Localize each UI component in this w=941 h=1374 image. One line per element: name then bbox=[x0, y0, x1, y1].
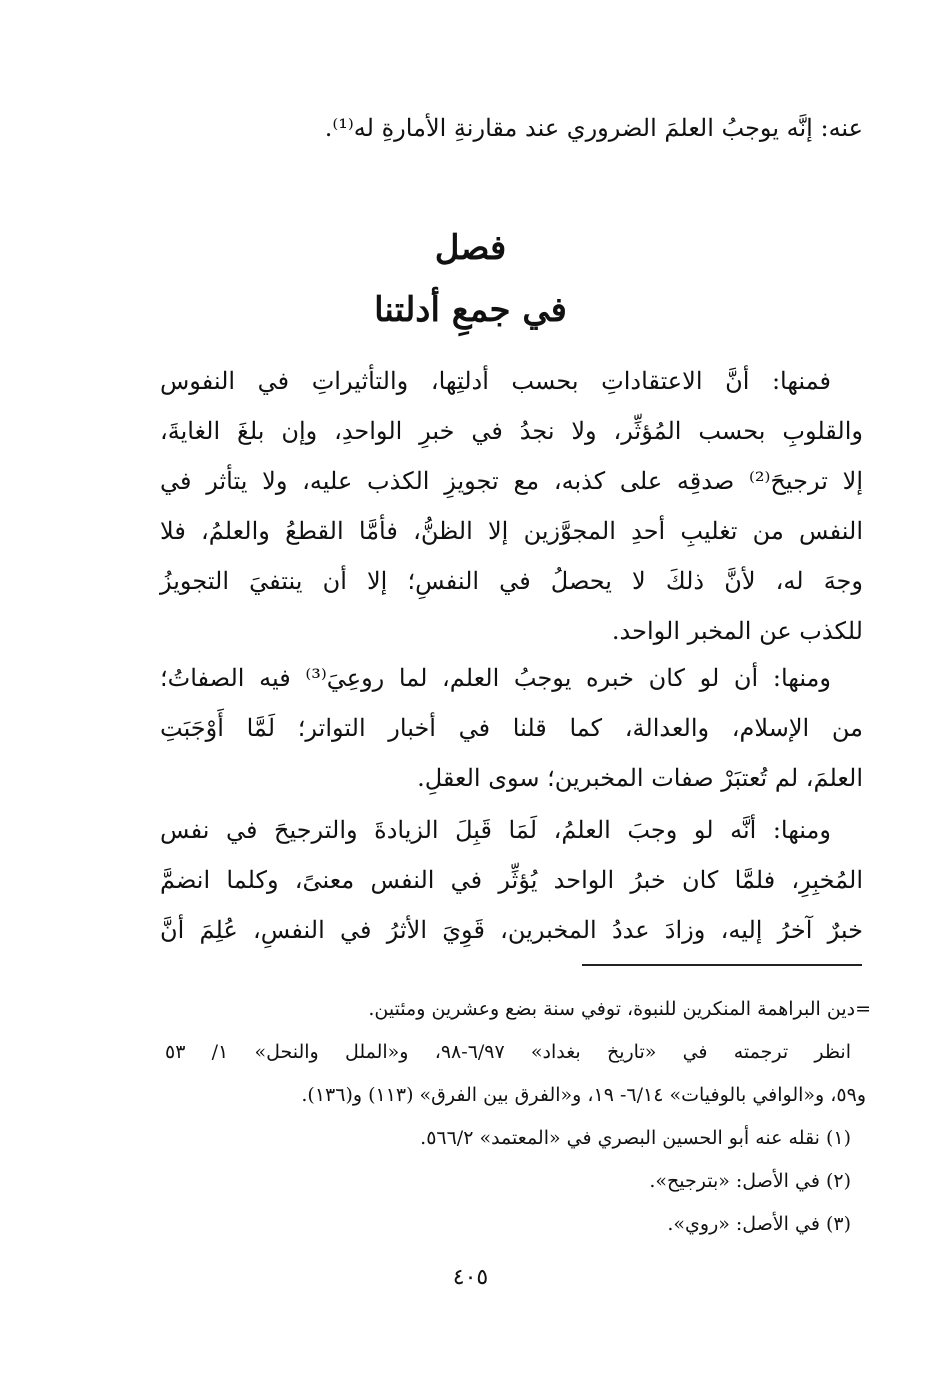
continuation-line: عنه: إنَّه يوجبُ العلمَ الضروري عند مقارنةِ الأمارةِ له⁽¹⁾. bbox=[324, 114, 863, 142]
paragraph-line: وجهَ له، لأنَّ ذلكَ لا يحصلُ في النفسِ؛ إلا أن ينتفيَ التجويزُ bbox=[160, 567, 863, 595]
footnote-1: (١) نقله عنه أبو الحسين البصري في «المعتمد» ٥٦٦/٢. bbox=[420, 1127, 851, 1149]
section-title: فصل bbox=[434, 228, 507, 268]
paragraph-line: ومنها: أن لو كان خبره يوجبُ العلم، لما روعِيَ⁽³⁾ فيه الصفاتُ؛ bbox=[160, 664, 832, 692]
footnote-line: =دين البراهمة المنكرين للنبوة، توفي سنة بضع وعشرين ومئتين. bbox=[368, 998, 871, 1020]
paragraph-line: للكذب عن المخبر الواحد. bbox=[611, 617, 863, 645]
paragraph-line: النفس من تغليبِ أحدِ المجوَّزين إلا الظنُّ، فأمَّا القطعُ والعلمُ، فلا bbox=[160, 517, 863, 545]
paragraph-line: إلا ترجيحَ⁽²⁾ صدقِه على كذبه، مع تجويزِ الكذب عليه، ولا يتأثر في bbox=[160, 467, 863, 495]
footnote-line: و٥٩، و«الوافي بالوفيات» ٦/١٤- ١٩، و«الفرق بين الفرق» (١١٣) و(١٣٦). bbox=[301, 1084, 866, 1106]
paragraph-line: المُخبِرِ، فلمَّا كان خبرُ الواحد يُؤثِّر في النفس معنىً، وكلما انضمَّ bbox=[160, 866, 864, 894]
paragraph-line: والقلوبِ بحسب المُؤثِّر، ولا نجدُ في خبرِ الواحدِ، وإن بلغَ الغايةَ، bbox=[160, 417, 863, 445]
paragraph-line: العلمَ، لم تُعتبَرْ صفات المخبرين؛ سوى العقلِ. bbox=[417, 764, 863, 792]
footnote-2: (٢) في الأصل: «بترجيح». bbox=[649, 1170, 851, 1192]
page-number: ٤٠٥ bbox=[452, 1265, 489, 1290]
paragraph-line: فمنها: أنَّ الاعتقاداتِ بحسب أدلتِها، والتأثيراتِ في النفوس bbox=[160, 367, 831, 395]
footnote-separator bbox=[582, 964, 862, 966]
footnote-3: (٣) في الأصل: «روي». bbox=[667, 1213, 851, 1235]
paragraph-line: ومنها: أنَّه لو وجبَ العلمُ، لَمَا قَبِلَ الزيادةَ والترجيحَ في نفس bbox=[160, 816, 831, 844]
paragraph-line: خبرٌ آخرُ إليه، وزادَ عددُ المخبرين، قَوِيَ الأثرُ في النفسِ، عُلِمَ أنَّ bbox=[160, 916, 863, 944]
footnote-line: انظر ترجمته في «تاريخ بغداد» ٦/٩٧-٩٨، و«الملل والنحل» ١/ ٥٣ bbox=[165, 1041, 851, 1063]
paragraph-line: من الإسلام، والعدالة، كما قلنا في أخبار التواتر؛ لَمَّا أَوْجَبَتِ bbox=[160, 714, 863, 742]
section-subtitle: في جمعِ أدلتنا bbox=[374, 290, 567, 330]
